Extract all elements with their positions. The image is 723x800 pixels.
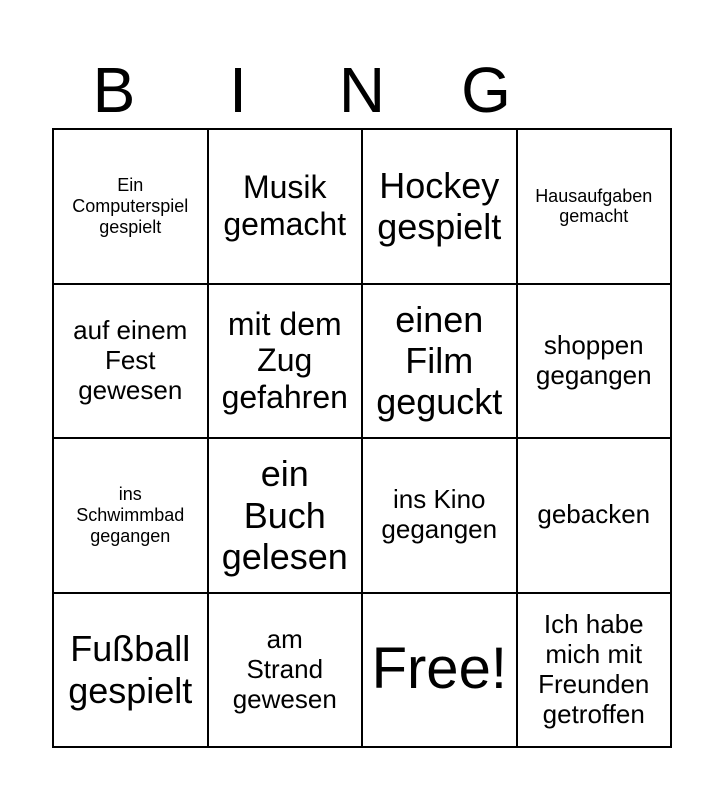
bingo-cell[interactable]: Musik gemacht <box>208 129 363 284</box>
bingo-cell[interactable]: einen Film geguckt <box>362 284 517 439</box>
bingo-grid <box>52 128 672 748</box>
bingo-cell[interactable]: ins Schwimmbad gegangen <box>53 438 208 593</box>
free-space-cell[interactable]: Free! <box>362 593 517 748</box>
bingo-cell[interactable]: ein Buch gelesen <box>208 438 363 593</box>
bingo-cell[interactable]: Hausaufgaben gemacht <box>517 129 672 284</box>
bingo-cell[interactable]: shoppen gegangen <box>517 284 672 439</box>
bingo-cell[interactable]: Ich habe mich mit Freunden getroffen <box>517 593 672 748</box>
bingo-cell[interactable]: am Strand gewesen <box>208 593 363 748</box>
bingo-cell[interactable]: Hockey gespielt <box>362 129 517 284</box>
bingo-cell[interactable]: auf einem Fest gewesen <box>53 284 208 439</box>
bingo-cell[interactable]: mit dem Zug gefahren <box>208 284 363 439</box>
header-letter-i: I <box>229 54 247 126</box>
bingo-cell[interactable]: Ein Computerspiel gespielt <box>53 129 208 284</box>
bingo-cell[interactable]: gebacken <box>517 438 672 593</box>
bingo-cell[interactable]: Fußball gespielt <box>53 593 208 748</box>
header-letter-g: G <box>461 54 511 126</box>
bingo-header <box>52 52 672 128</box>
bingo-cell[interactable]: ins Kino gegangen <box>362 438 517 593</box>
header-letter-b: B <box>92 54 136 126</box>
header-letter-n: N <box>338 54 386 126</box>
